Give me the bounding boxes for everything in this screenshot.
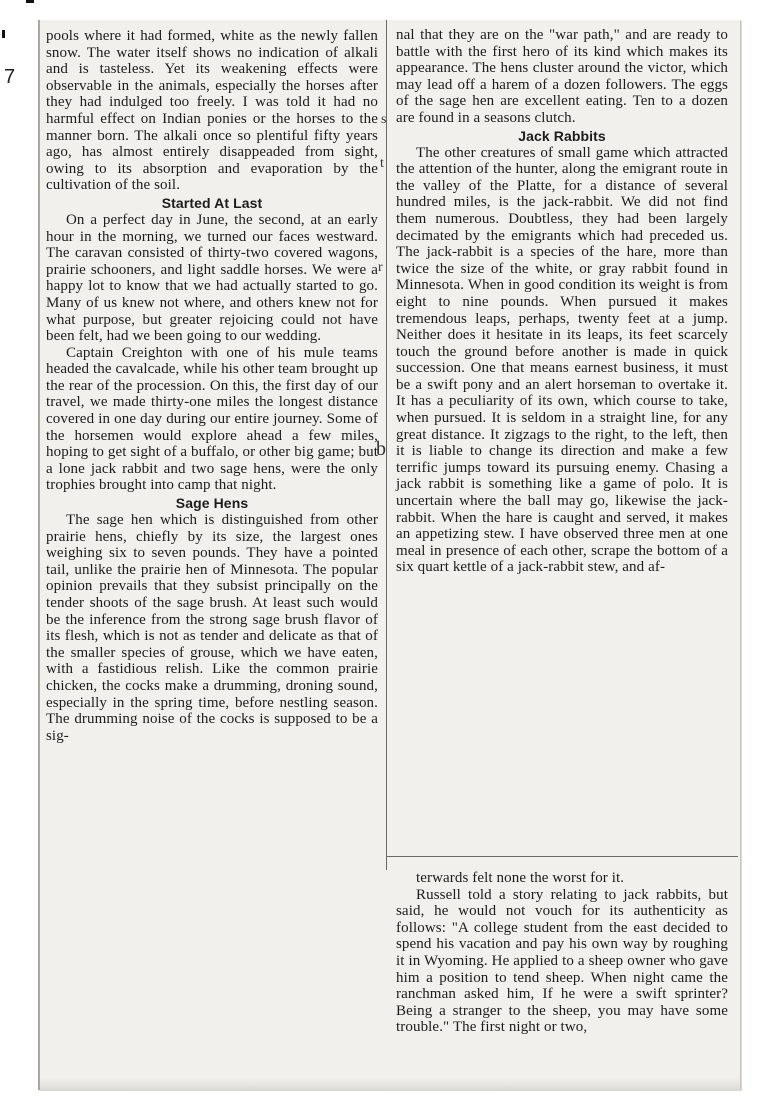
clipping-bottom-edge	[40, 1078, 740, 1090]
gutter-mark: t	[380, 156, 384, 171]
russell-paragraph: Russell told a story relating to jack rabbits, but said, he would not vouch for its authenticity as follows: "A college student from the east decided to spend his vacation and pay his own way by roughing it in Wyoming. He applied to a sheep owner who gave him a position to tend sheep. When night came the ranchman asked him, If he were a swift sprinter? Being a stranger to the sheep, you may have some trouble." The first night or two,	[396, 886, 728, 1036]
right-column-lower	[396, 870, 728, 1036]
right-opening-paragraph: nal that they are on the "war path," and are ready to battle with the first hero of its kind which makes its appearance. The hens cluster around the victor, which may lead off a harem of a dozen followers. The eggs of the sage hen are excellent eating. Ten to a dozen are found in a seasons clutch.	[396, 27, 728, 126]
started-at-last-heading: Started At Last	[161, 194, 263, 211]
gutter-mark: r	[378, 260, 383, 275]
edge-mark-corner	[26, 0, 34, 3]
jack-rabbits-heading: Jack Rabbits	[518, 127, 606, 144]
column-jog-rule	[386, 856, 738, 857]
page-number: 7	[4, 66, 16, 88]
jack-rabbits-paragraph: The other creatures of small game which attracted the attention of the hunter, along the emigrant route in the valley of the Platte, for a distance of several hundred miles, is the jack-rabbit. We did not find them numerous. Doubtless, they had been largely decimated by the emigrants which had preceded us. The jack-rabbit is a species of the hare, more than twice the size of the white, or gray rabbit found in Minnesota. When in good condition its weight is from eight to nine pounds. When pursued it makes tremendous leaps, perhaps, twenty feet at a jump. Neither does it hesitate in its leaps, its feet scarcely touch the ground before another is made in quick succession. One that means earnest business, it must be a swift pony and an alert horseman to overtake it. It has a peculiarity of its own, which course to take, when pursued. It is seldom in a straight line, for any great distance. It zigzags to the right, to the left, then it is liable to change its direction and make a few terrific jumps toward its pursuing enemy. Chasing a jack rabbit is something like a game of polo. It is uncertain where the ball may go, likewise the jack-rabbit. When the hare is caught and served, it makes an appetizing stew. I have observed three men at one meal in presence of each other, scrape the bottom of a six quart kettle of a jack-rabbit stew, and af-	[396, 144, 728, 576]
edge-mark-top	[2, 30, 5, 38]
continued-line: terwards felt none the worst for it.	[416, 870, 625, 886]
gutter-mark: s	[381, 112, 387, 127]
right-column	[396, 20, 728, 576]
started-paragraph-2: Captain Creighton with one of his mule teams headed the cavalcade, while his other team brought up the rear of the procession. On this, the first day of our travel, we made thirty-one miles the longest distance covered in one day during our entire journey. Some of the horsemen would explore ahead a few miles, hoping to get sight of a buffalo, or other big game; but a lone jack rabbit and two sage hens, were the only trophies brought into camp that night.	[46, 344, 378, 494]
sage-hens-paragraph: The sage hen which is distinguished from other prairie hens, chiefly by its size, the largest ones weighing six to seven pounds. They have a pointed tail, unlike the prairie hen of Minnesota. The popular opinion prevails that they subsist principally on the tender shoots of the sage brush. At least such would be the inference from the strong sage brush flavor of its flesh, which is not as tender and delicate as that of the smaller species of grouse, which we have eaten, with a fastidious relish. Like the common prairie chicken, the cocks make a drumming, droning sound, especially in the spring time, before nestling season. The drumming noise of the cocks is supposed to be a sig-	[46, 512, 378, 744]
newspaper-clipping	[38, 20, 741, 1090]
sage-hens-heading: Sage Hens	[175, 495, 249, 512]
started-paragraph-1: On a perfect day in June, the second, at an early hour in the morning, we turned our faces westward. The caravan consisted of thirty-two covered wagons, prairie schooners, and light saddle horses. We were a happy lot to know that we had actually started to go. Many of us knew not where, and others knew not for what purpose, but greater rejoicing could not have been felt, had we been going to our wedding.	[46, 211, 378, 345]
opening-paragraph: pools where it had formed, white as the newly fallen snow. The water itself shows no indication of alkali and is tasteless. Yet its weakening effects were observable in the animals, especially the horses after they had indulged too freely. I was told it had no harmful effect on Indian ponies or the horses to the manner born. The alkali once so plentiful fifty years ago, has almost entirely disappeaded from sight, owing to its absorption and evaporation by the cultivation of the soil.	[46, 28, 378, 194]
gutter-mark: b	[376, 438, 386, 460]
column-divider	[386, 20, 387, 870]
left-column	[46, 20, 378, 1088]
